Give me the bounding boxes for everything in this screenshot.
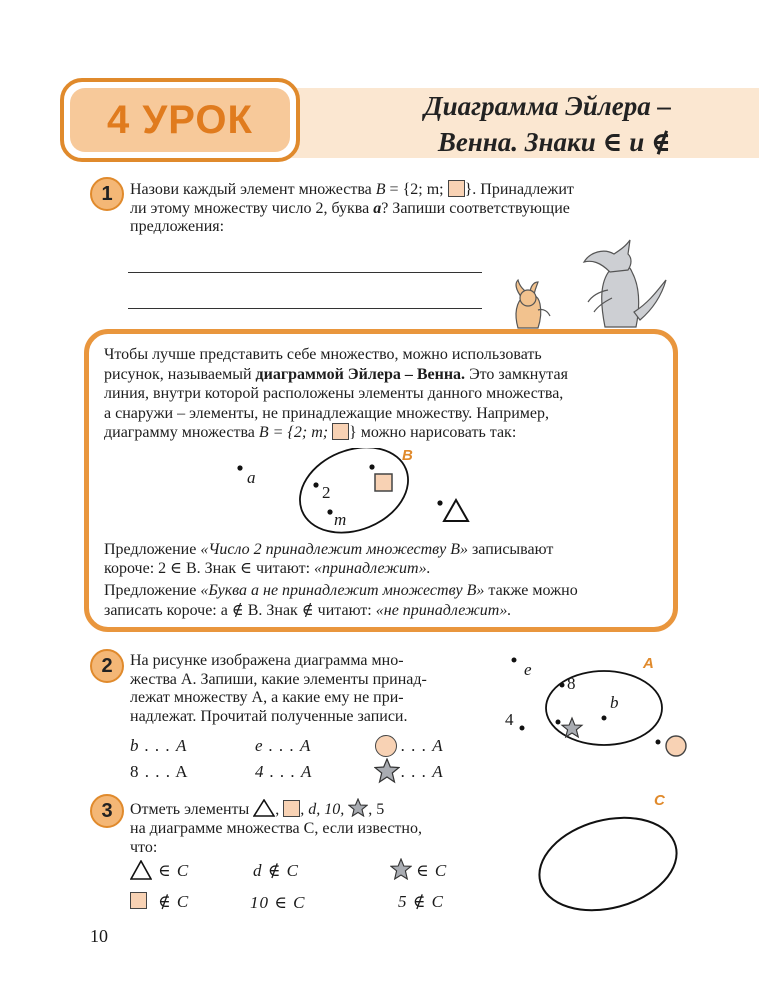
not-element-of-symbol: ∉	[651, 127, 671, 157]
cond-d-notin-c: d ∉ C	[253, 861, 299, 880]
info-l5b: } можно нарисовать так:	[349, 424, 517, 441]
task3-line3: что:	[130, 839, 158, 856]
task2-row1-col1[interactable]: b . . . A	[130, 736, 188, 755]
task-number-3: 3	[90, 794, 124, 828]
lesson-banner	[60, 78, 300, 162]
label-8: 8	[567, 674, 576, 693]
point-e	[512, 658, 517, 663]
task1-set-name: B	[375, 181, 386, 198]
point-circle	[656, 740, 661, 745]
label-set-b: B	[402, 447, 413, 464]
circle-icon	[375, 735, 397, 757]
task2-text	[130, 652, 480, 726]
label-4: 4	[505, 710, 514, 729]
info-l2-bold: диаграммой Эйлера – Венна.	[255, 365, 466, 383]
task1-l1a: Назови каждый элемент множества	[130, 181, 372, 198]
info-p2b: также можно	[488, 582, 578, 599]
label-e: e	[524, 660, 532, 679]
task1-line1	[130, 180, 690, 200]
task1-line3: предложения:	[130, 218, 225, 235]
cond-star-in-c: ∈ C	[416, 861, 448, 880]
info-line2	[104, 365, 670, 385]
cond-5-notin-c: 5 ∉ C	[398, 892, 444, 911]
label-2: 2	[322, 483, 331, 502]
point-a	[237, 465, 242, 470]
info-line3: линия, внутри которой расположены элементы данного множества,	[104, 385, 564, 402]
info-p1b: записывают	[471, 541, 554, 558]
label-b: b	[610, 693, 619, 712]
cond-10-in-c: 10 ∈ C	[250, 893, 306, 912]
task1-text	[130, 180, 690, 237]
point-triangle	[437, 500, 442, 505]
info-p1a: Предложение	[104, 541, 197, 558]
label-set-a: A	[643, 655, 654, 672]
diagram-c[interactable]	[530, 810, 690, 920]
point-square	[369, 464, 374, 469]
task1-set: = {2; m;	[389, 181, 444, 198]
task3-l1d: , 5	[368, 801, 385, 818]
star-icon	[562, 718, 582, 737]
info-l2b: Это замкнутая	[469, 365, 568, 383]
cond-square-notin-c: ∉ C	[158, 892, 190, 911]
info-p2-line1	[104, 581, 670, 601]
task3-l1c: , d, 10,	[300, 801, 345, 818]
title-and: и	[629, 127, 645, 157]
star-icon	[390, 858, 412, 880]
info-text	[104, 345, 670, 443]
task1-l2b: ? Запиши соответствующие	[381, 199, 570, 217]
info-p2a: Предложение	[104, 582, 197, 599]
point-star	[556, 720, 561, 725]
label-m: m	[334, 510, 347, 529]
task1-line2	[130, 200, 690, 219]
info-p2-quote: «Буква a не принадлежит множеству B»	[200, 582, 485, 599]
task3-text	[130, 798, 510, 857]
task-number-2: 2	[90, 649, 124, 683]
point-8	[560, 683, 565, 688]
task2-line2: жества A. Запиши, какие элементы принад-	[130, 670, 427, 688]
info-line1: Чтобы лучше представить себе множество, можно использовать	[104, 346, 542, 363]
task3-l1a: Отметь элементы	[130, 801, 250, 818]
task2-row2-col2[interactable]: 4 . . . A	[255, 762, 313, 781]
diagram-b	[230, 448, 480, 548]
star-icon	[374, 758, 400, 784]
point-4	[520, 726, 525, 731]
info-p2-l2a: записать короче: a ∉ B. Знак ∉ читают:	[104, 602, 372, 619]
kangaroo-illustration	[500, 232, 680, 332]
info-p1-l2a: короче: 2 ∈ B. Знак ∈ читают:	[104, 560, 311, 577]
task2-line4: надлежат. Прочитай полученные записи.	[130, 707, 408, 725]
info-paragraph-1	[104, 540, 670, 578]
task2-row2-col1[interactable]: 8 . . . A	[130, 762, 189, 781]
square-icon	[448, 180, 465, 197]
info-p1-line2	[104, 559, 670, 578]
task2-row1-col2[interactable]: e . . . A	[255, 736, 312, 755]
point-m	[327, 509, 332, 514]
info-p2-line2	[104, 601, 670, 621]
task1-l1end: }. Принадлежит	[464, 181, 574, 198]
set-b-outline	[287, 448, 421, 548]
element-of-symbol: ∈	[602, 127, 623, 157]
task2-line1: На рисунке изображена диаграмма мно-	[130, 652, 404, 669]
triangle-icon	[253, 799, 275, 817]
info-l2a: рисунок, называемый	[104, 365, 252, 383]
info-p1-line1	[104, 540, 670, 559]
point-2	[313, 482, 318, 487]
answer-line-2[interactable]	[128, 308, 482, 309]
square-icon	[130, 892, 147, 909]
info-p1-l2-quote: «принадлежит».	[314, 560, 431, 577]
lesson-title	[424, 88, 671, 160]
answer-line-1[interactable]	[128, 272, 482, 273]
star-icon	[348, 798, 368, 817]
triangle-icon	[444, 500, 468, 521]
cond-triangle-in-c: ∈ C	[158, 861, 190, 880]
info-paragraph-2	[104, 581, 670, 621]
info-l5-set: B = {2; m;	[258, 424, 329, 441]
set-a-outline	[546, 671, 662, 745]
title-line-1: Диаграмма Эйлера –	[424, 91, 671, 121]
page-number: 10	[90, 926, 108, 946]
title-line-2	[424, 124, 671, 160]
info-l5a: диаграмму множества	[104, 424, 255, 441]
task3-l1b: ,	[275, 801, 280, 818]
info-p2-l2-quote: «не принадлежит».	[375, 602, 512, 619]
triangle-icon	[130, 860, 152, 880]
task2-line3: лежат множеству A, а какие ему не при-	[130, 689, 404, 706]
square-icon	[283, 800, 300, 817]
task2-row2-col3[interactable]: . . . A	[401, 762, 444, 781]
info-line4: а снаружи – элементы, не принадлежащие множеству. Например,	[104, 404, 550, 422]
task1-letter: a	[373, 199, 382, 217]
square-icon	[375, 474, 392, 491]
task2-row1-col3[interactable]: . . . A	[401, 736, 444, 755]
task3-line2: на диаграмме множества C, если известно,	[130, 820, 422, 837]
point-b	[602, 716, 607, 721]
set-c-outline[interactable]	[530, 810, 687, 920]
info-line5	[104, 423, 670, 443]
label-a: a	[247, 468, 256, 487]
task-number-1: 1	[90, 177, 124, 211]
task1-l2a: ли этому множеству число 2, буква	[130, 199, 370, 217]
title-text: Венна. Знаки	[437, 127, 596, 157]
label-set-c: C	[654, 792, 665, 809]
square-icon	[332, 423, 349, 440]
lesson-label: 4 УРОК	[70, 88, 290, 152]
info-p1-quote: «Число 2 принадлежит множеству B»	[200, 541, 468, 558]
circle-icon	[666, 736, 686, 756]
task3-line1	[130, 798, 510, 819]
